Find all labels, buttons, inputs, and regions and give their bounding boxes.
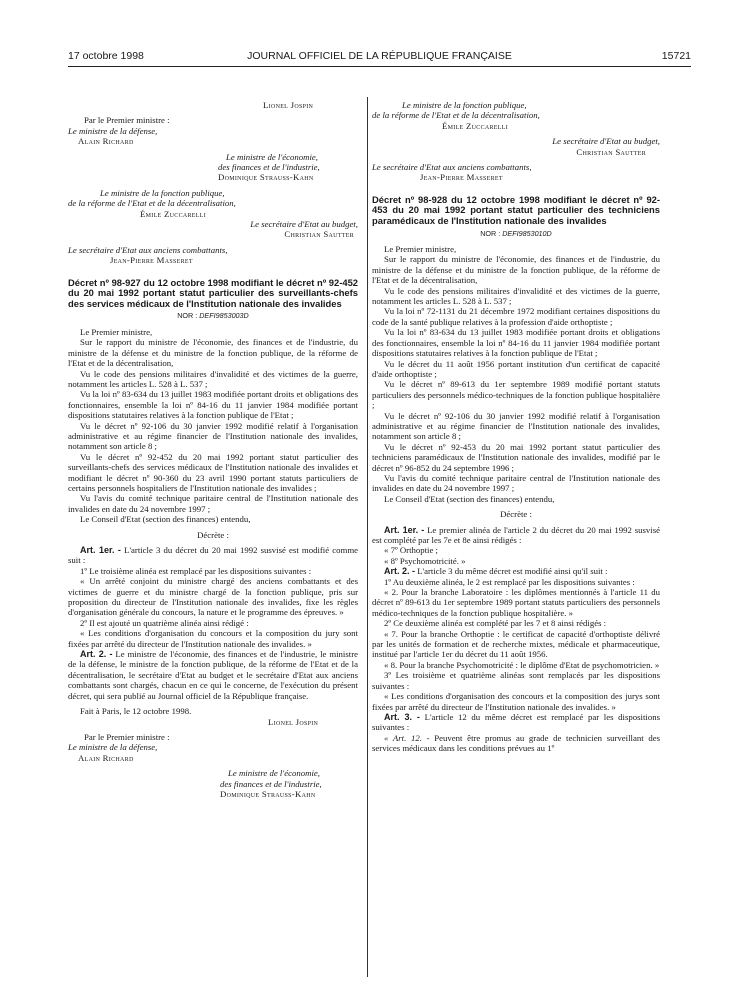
paragraph: Sur le rapport du ministre de l'économie, des finances et de l'industrie, du ministre de la défense et du ministre de la fonction publique, de la réforme de l'Etat et de la décentralisation, <box>372 254 660 286</box>
article-2-label: Art. 2. - <box>80 649 113 660</box>
nor-reference <box>68 311 358 321</box>
paragraph: Sur le rapport du ministre de l'économie, des finances et de l'industrie, du ministre de la défense et du ministre de la fonction publique, de la réforme de l'Etat et de la décentralisation, <box>68 337 358 369</box>
defense-title: Le ministre de la défense, <box>68 742 158 753</box>
paragraph: « 8. Pour la branche Psychomotricité : le diplôme d'Etat de psychomotricien. » <box>384 659 660 670</box>
article-12-prefix: « Art. 12. - <box>384 732 430 743</box>
defense-name: Alain Richard <box>78 136 134 147</box>
article-12-text: Peuvent être promus au grade de technicien surveillant des services médicaux dans les conditions prévues au 1º <box>372 732 661 754</box>
paragraph: « 2. Pour la branche Laboratoire : les diplômes mentionnés à l'article 11 du décret nº 89-613 du 1er septembre 1989 portant statuts particuliers des personnels médico-techniques de la fonction publique hospitalière. » <box>372 587 660 618</box>
article-3-label: Art. 3. - <box>384 711 420 722</box>
paragraph: Vu le code des pensions militaires d'invalidité et des victimes de la guerre, notamment les articles L. 528 à L. 537 ; <box>372 285 660 307</box>
paragraph: 1º Le troisième alinéa est remplacé par les dispositions suivantes : <box>80 565 312 576</box>
defense-title: Le ministre de la défense, <box>68 125 158 136</box>
article-2-text: L'article 3 du même décret est modifié ainsi qu'il suit : <box>417 566 608 577</box>
defense-name: Alain Richard <box>78 752 134 763</box>
paragraph: « 7. Pour la branche Orthoptie : le certificat de capacité d'orthoptiste délivré par les unités de formation et de recherche mixtes, médicale et pharmaceutique, institué par l'article 1er du décret du 11 août 1956. <box>372 628 660 660</box>
paragraph: « Les conditions d'organisation du concours et la composition du jury sont fixées par arrêté du directeur de l'Institution nationale des invalides. » <box>68 628 358 649</box>
column-divider <box>367 97 368 977</box>
decrete-heading: Décrète : <box>197 529 229 540</box>
eco-name: Dominique Strauss-Kahn <box>220 788 316 799</box>
ac-name: Jean-Pierre Masseret <box>110 255 193 266</box>
page-header <box>68 50 691 66</box>
paragraph: 2º Il est ajouté un quatrième alinéa ainsi rédigé : <box>80 617 249 628</box>
ac-title: Le secrétaire d'Etat aux anciens combattants, <box>68 244 228 255</box>
paragraph: « Les conditions d'organisation des concours et la composition des jurys sont fixées par arrêté du directeur de l'Institution nationale des invalides. » <box>372 691 660 712</box>
fp-title-2: de la réforme de l'Etat et de la décentralisation, <box>68 198 236 209</box>
budget-title: Le secrétaire d'Etat au budget, <box>250 219 358 230</box>
article-2-label: Art. 2. - <box>384 566 416 577</box>
paragraph: 1º Au deuxième alinéa, le 2 est remplacé par les dispositions suivantes : <box>384 576 635 587</box>
paragraph <box>372 733 660 754</box>
paragraph: Vu l'avis du comité technique paritaire central de l'Institution nationale des invalides en date du 24 novembre 1997 ; <box>68 493 358 514</box>
signature-block-1 <box>68 100 358 266</box>
paragraph: Vu le décret nº 89-613 du 1er septembre 1989 modifié portant statuts particuliers des personnels médico-techniques de la fonction publique hospitalière ; <box>372 379 660 411</box>
article-3-text: L'article 12 du même décret est remplacé par les dispositions suivantes : <box>372 711 660 733</box>
par-premier-ministre: Par le Premier ministre : <box>84 115 170 126</box>
nor-label: NOR : <box>480 228 501 238</box>
decrete-heading: Décrète : <box>500 509 532 520</box>
paragraph: Vu l'avis du comité technique paritaire central de l'Institution nationale des invalides en date du 24 novembre 1997 ; <box>372 472 660 494</box>
paragraph: Vu le code des pensions militaires d'invalidité et des victimes de la guerre, notamment les articles L. 528 à L. 537 ; <box>68 368 358 389</box>
paragraph: « 8º Psychomotricité. » <box>384 555 466 566</box>
paragraph: Vu le décret du 11 août 1956 portant institution d'un certificat de capacité d'aide orthoptiste ; <box>372 358 660 379</box>
header-date: 17 octobre 1998 <box>68 50 144 62</box>
signature-block-2 <box>68 717 358 800</box>
budget-name: Christian Sautter <box>576 146 646 157</box>
pm-name: Lionel Jospin <box>263 100 314 110</box>
pm-name: Lionel Jospin <box>268 716 319 727</box>
header-page-number: 15721 <box>661 50 691 62</box>
ac-title: Le secrétaire d'Etat aux anciens combattants, <box>372 162 532 173</box>
paragraph: Vu la loi nº 83-634 du 13 juillet 1983 modifiée portant droits et obligations des fonctionnaires, ensemble la loi nº 84-16 du 11 janvier 1984 modifiée portant dispositions statutaires relatives à la fonction publique de l'Etat ; <box>68 389 358 421</box>
paragraph: Vu le décret nº 92-106 du 30 janvier 1992 modifié relatif à l'organisation administrative et au régime financier de l'Institution nationale des invalides, notamment son article 8 ; <box>372 410 660 442</box>
article-3 <box>372 712 660 733</box>
decree-title: Décret nº 98-928 du 12 octobre 1998 modifiant le décret nº 92-453 du 20 mai 1992 portant statut particulier des techniciens paramédicaux de l'Institution nationale des invalides <box>372 193 660 227</box>
left-column <box>68 100 358 799</box>
paragraph: 2º Ce deuxième alinéa est complété par les 7 et 8 ainsi rédigés : <box>384 618 607 629</box>
article-1-label: Art. 1er. - <box>80 545 121 555</box>
article-1-label: Art. 1er. - <box>384 524 425 535</box>
eco-title-1: Le ministre de l'économie, <box>228 768 320 779</box>
article-1-text: L'article 3 du décret du 20 mai 1992 susvisé est modifié comme suit : <box>68 545 359 566</box>
paragraph: Le Premier ministre, <box>384 244 457 255</box>
nor-reference <box>372 229 660 239</box>
nor-label: NOR : <box>177 311 198 321</box>
paragraph: 3º Les troisième et quatrième alinéas sont remplacés par les dispositions suivantes : <box>372 670 660 691</box>
eco-title-1: Le ministre de l'économie, <box>226 151 318 162</box>
par-premier-ministre: Par le Premier ministre : <box>84 731 170 742</box>
paragraph: Le Premier ministre, <box>80 326 153 337</box>
paragraph: Vu le décret nº 92-106 du 30 janvier 1992 modifié relatif à l'organisation administrative et au régime financier de l'Institution nationale des invalides, notamment son article 8 ; <box>68 420 358 452</box>
eco-title-2: des finances et de l'industrie, <box>218 162 320 173</box>
paragraph: « Un arrêté conjoint du ministre chargé des anciens combattants et des victimes de guerre et du ministre chargé de la fonction publique, pris sur proposition du directeur de l'Institution nationale des invalides, fixe les règles d'organisation générale du concours, la nature et le programme des épreuves. » <box>68 576 358 618</box>
fait-a-paris: Fait à Paris, le 12 octobre 1998. <box>80 706 192 717</box>
paragraph: Vu la loi nº 72-1131 du 21 décembre 1972 modifiant certaines dispositions du code de la santé publique relatives à la profession d'aide orthoptiste ; <box>372 306 660 327</box>
paragraph: Le Conseil d'Etat (section des finances) entendu, <box>80 514 251 525</box>
right-column <box>372 100 660 754</box>
budget-title: Le secrétaire d'Etat au budget, <box>552 136 660 147</box>
fp-title-1: Le ministre de la fonction publique, <box>402 100 527 110</box>
header-journal-title: JOURNAL OFFICIEL DE LA RÉPUBLIQUE FRANÇAISE <box>247 50 512 62</box>
nor-code: DEFI9853003D <box>199 311 249 321</box>
article-1 <box>372 525 660 546</box>
paragraph: Vu la loi nº 83-634 du 13 juillet 1983 modifiée portant droits et obligations des fonctionnaires, ensemble la loi nº 84-16 du 11 janvier 1984 modifiée portant dispositions statutaires relatives à la fonction publique de l'Etat ; <box>372 327 660 359</box>
decree-title: Décret nº 98-927 du 12 octobre 1998 modifiant le décret nº 92-452 du 20 mai 1992 portant statut particulier des surveillants-chefs des services médicaux de l'Institution nationale des invalides <box>68 276 358 309</box>
fp-title-2: de la réforme de l'Etat et de la décentralisation, <box>372 110 540 121</box>
fp-title-1: Le ministre de la fonction publique, <box>100 187 225 198</box>
header-rule <box>68 66 691 67</box>
eco-title-2: des finances et de l'industrie, <box>220 778 322 789</box>
article-1-text: Le premier alinéa de l'article 2 du décret du 20 mai 1992 susvisé est complété par les 7e et 8e ainsi rédigés : <box>372 524 661 545</box>
eco-name: Dominique Strauss-Kahn <box>218 172 314 183</box>
article-2 <box>372 566 660 576</box>
paragraph: Vu le décret nº 92-452 du 20 mai 1992 portant statut particulier des surveillants-chefs des services médicaux de l'Institution nationale des invalides et modifiant le décret nº 90-360 du 23 avril 1990 portant statuts particuliers de certains personnels hospitaliers de l'Institution nationale des invalides ; <box>68 451 358 493</box>
paragraph: Vu le décret nº 92-453 du 20 mai 1992 portant statut particulier des techniciens paramédicaux de l'Institution nationale des invalides, modifié par le décret nº 96-852 du 24 septembre 1996 ; <box>372 441 660 473</box>
article-1 <box>68 545 358 566</box>
article-2 <box>68 649 358 701</box>
paragraph: Le Conseil d'Etat (section des finances) entendu, <box>384 493 555 504</box>
budget-name: Christian Sautter <box>284 229 354 240</box>
nor-code: DEFI9853010D <box>502 228 552 238</box>
fp-name: Émile Zuccarelli <box>140 208 207 219</box>
ac-name: Jean-Pierre Masseret <box>420 172 503 183</box>
article-2-text: Le ministre de l'économie, des finances et de l'industrie, le ministre de la défense, le ministre de la fonction publique, de la réforme de l'Etat et de la décentralisation, le secrétaire d'Etat au budget et le secrétaire d'Etat aux anciens combattants sont chargés, chacun en ce qui le concerne, de l'exécution du présent décret, qui sera publié au Journal officiel de la République française. <box>68 649 358 701</box>
fp-name: Émile Zuccarelli <box>442 120 509 131</box>
paragraph: « 7º Orthoptie ; <box>384 545 438 556</box>
signature-block-3 <box>372 100 660 183</box>
